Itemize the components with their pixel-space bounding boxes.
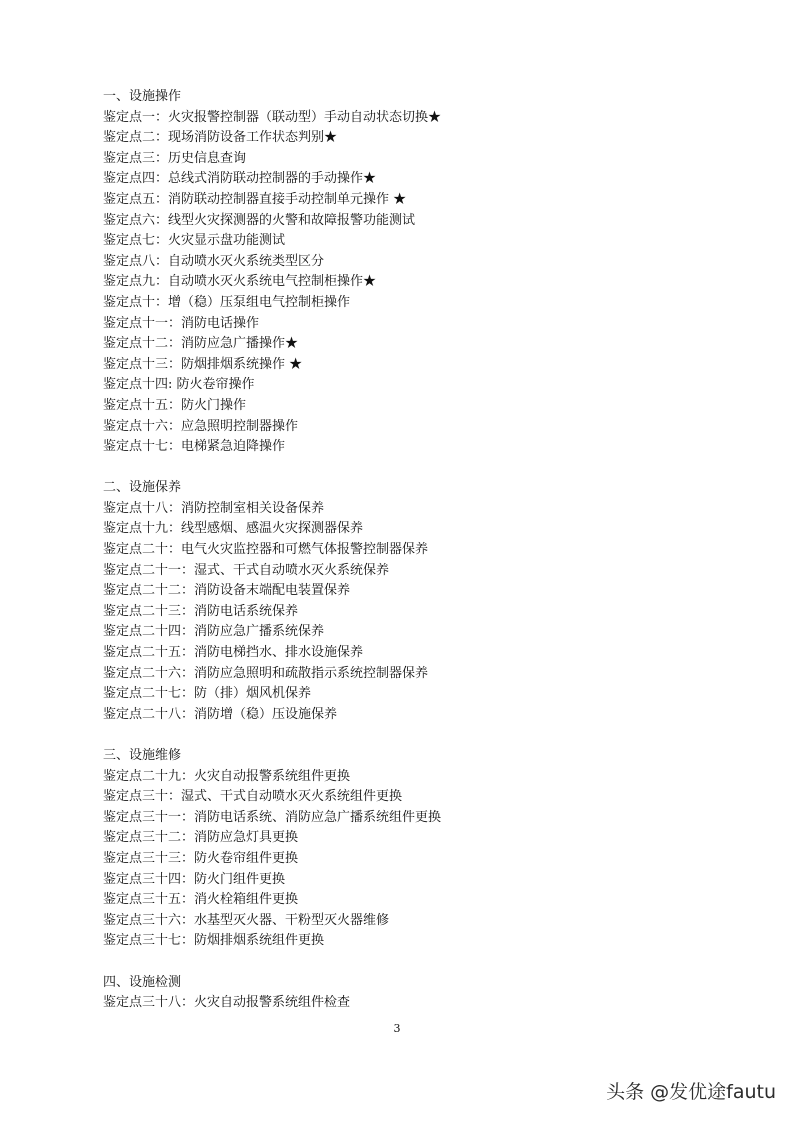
- list-item: 鉴定点二十九：火灾自动报警系统组件更换: [103, 768, 351, 784]
- list-item: 鉴定点三十五：消火栓箱组件更换: [103, 892, 299, 908]
- list-item: 鉴定点二十四：消防应急广播系统保养: [103, 624, 325, 640]
- list-item: 鉴定点二十六：消防应急照明和疏散指示系统控制器保养: [103, 665, 429, 681]
- section-repair: [103, 746, 763, 952]
- section-heading: 二、设施保养: [103, 480, 182, 496]
- list-item: 鉴定点八：自动喷水灭火系统类型区分: [103, 253, 325, 269]
- list-item: 鉴定点四：总线式消防联动控制器的手动操作★: [103, 171, 377, 187]
- list-item: 鉴定点三：历史信息查询: [103, 150, 247, 166]
- document-body: [103, 87, 763, 1014]
- list-item: 鉴定点十五：防火门操作: [103, 397, 247, 413]
- list-item: 鉴定点二十一：湿式、干式自动喷水灭火系统保养: [103, 562, 390, 578]
- list-item: 鉴定点三十七：防烟排烟系统组件更换: [103, 933, 325, 949]
- list-item: 鉴定点五：消防联动控制器直接手动控制单元操作 ★: [103, 191, 407, 207]
- list-item: 鉴定点十六：应急照明控制器操作: [103, 418, 299, 434]
- list-item: 鉴定点十四: 防火卷帘操作: [103, 377, 255, 393]
- list-item: 鉴定点二十三：消防电话系统保养: [103, 603, 299, 619]
- list-item: 鉴定点十一：消防电话操作: [103, 315, 260, 331]
- section-heading: 一、设施操作: [103, 89, 182, 104]
- list-item: 鉴定点十三：防烟排烟系统操作 ★: [103, 356, 303, 372]
- section-maintenance: [103, 478, 763, 725]
- list-item: 鉴定点二十：电气火灾监控器和可燃气体报警控制器保养: [103, 542, 429, 558]
- list-item: 鉴定点一：火灾报警控制器（联动型）手动自动状态切换★: [103, 109, 442, 125]
- list-item: 鉴定点三十八：火灾自动报警系统组件检查: [103, 995, 351, 1011]
- section-operation: [103, 87, 763, 458]
- list-item: 鉴定点二十七：防（排）烟风机保养: [103, 686, 312, 702]
- list-item: 鉴定点二十八：消防增（稳）压设施保养: [103, 706, 338, 722]
- list-item: 鉴定点六：线型火灾探测器的火警和故障报警功能测试: [103, 212, 416, 228]
- list-item: 鉴定点九：自动喷水灭火系统电气控制柜操作★: [103, 274, 377, 290]
- list-item: 鉴定点三十三：防火卷帘组件更换: [103, 850, 299, 866]
- list-item: 鉴定点十：增（稳）压泵组电气控制柜操作: [103, 294, 351, 310]
- list-item: 鉴定点二十五：消防电梯挡水、排水设施保养: [103, 645, 364, 661]
- list-item: 鉴定点七：火灾显示盘功能测试: [103, 233, 286, 249]
- watermark: 头条 @发优途fautu: [606, 1081, 776, 1103]
- list-item: 鉴定点二：现场消防设备工作状态判别★: [103, 130, 338, 146]
- page-number: 3: [393, 1022, 401, 1035]
- list-item: 鉴定点十七：电梯紧急迫降操作: [103, 439, 286, 455]
- list-item: 鉴定点三十二：消防应急灯具更换: [103, 830, 299, 846]
- section-inspection: [103, 973, 763, 1014]
- list-item: 鉴定点十二：消防应急广播操作★: [103, 336, 299, 352]
- list-item: 鉴定点三十四：防火门组件更换: [103, 871, 286, 887]
- list-item: 鉴定点三十一：消防电话系统、消防应急广播系统组件更换: [103, 809, 442, 825]
- list-item: 鉴定点十九：线型感烟、感温火灾探测器保养: [103, 521, 364, 537]
- list-item: 鉴定点二十二：消防设备末端配电装置保养: [103, 583, 351, 599]
- section-heading: 三、设施维修: [103, 748, 182, 763]
- list-item: 鉴定点十八：消防控制室相关设备保养: [103, 500, 325, 516]
- list-item: 鉴定点三十六：水基型灭火器、干粉型灭火器维修: [103, 912, 390, 928]
- list-item: 鉴定点三十：湿式、干式自动喷水灭火系统组件更换: [103, 789, 403, 805]
- section-heading: 四、设施检测: [103, 974, 182, 990]
